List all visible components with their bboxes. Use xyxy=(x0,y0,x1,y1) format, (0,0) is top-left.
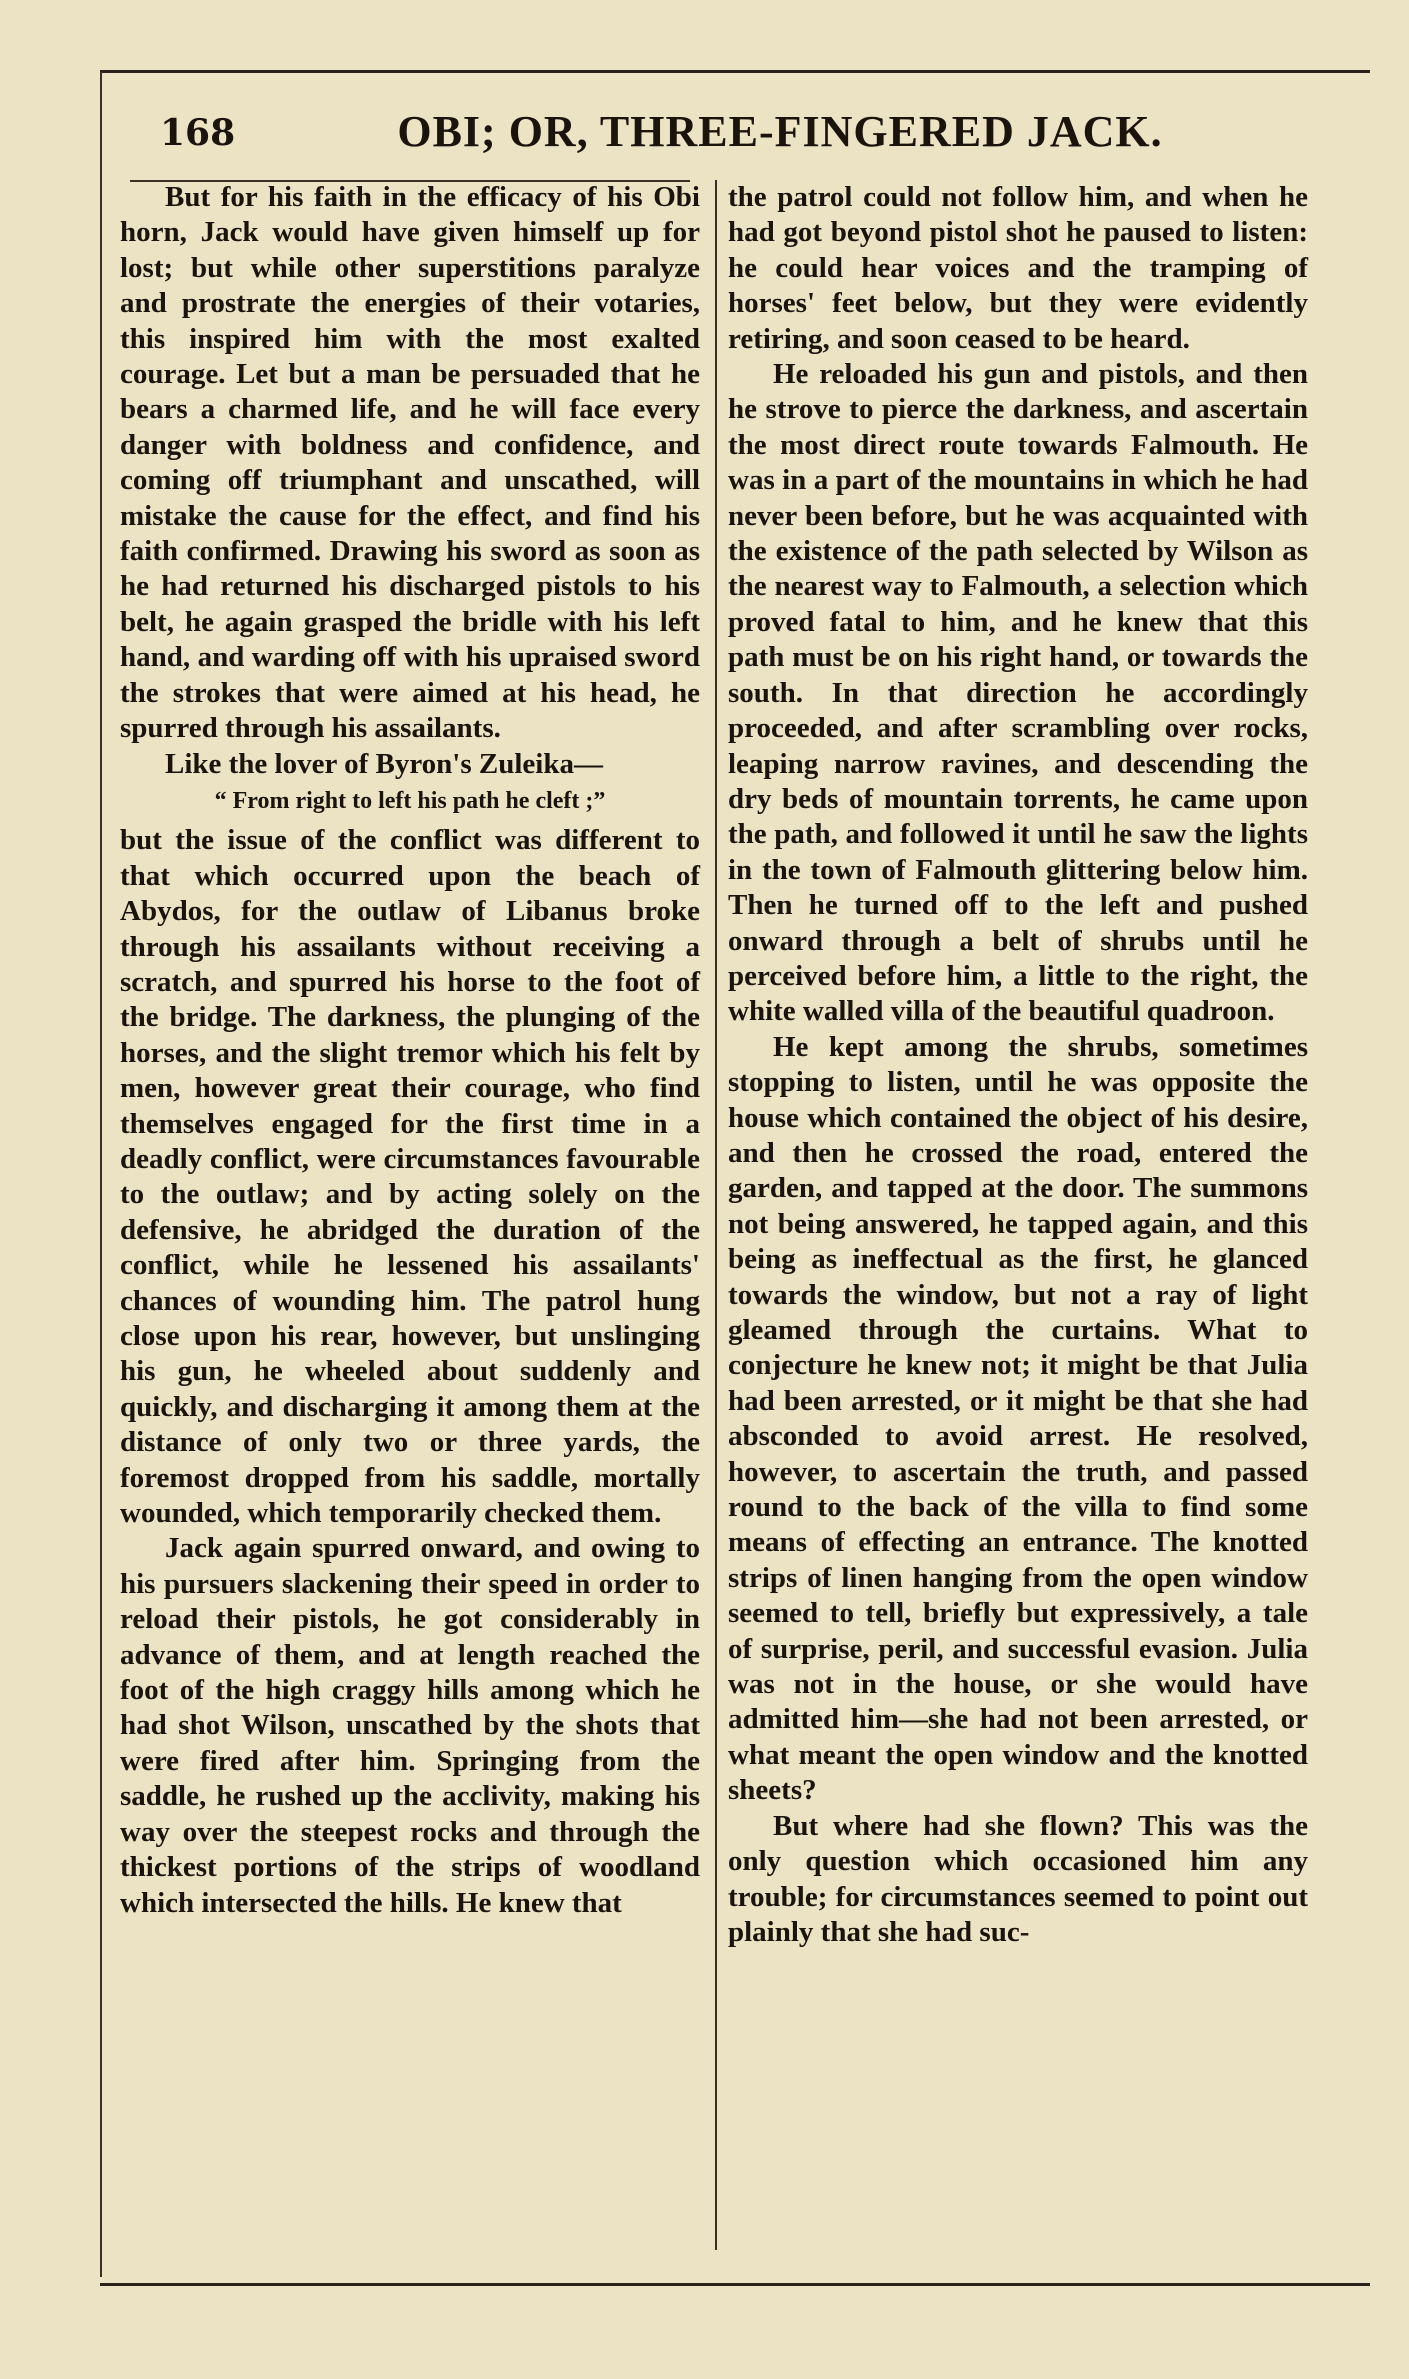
column-divider xyxy=(715,180,717,2250)
paragraph: Jack again spurred onward, and owing to his pursuers slackening their speed in order to reload their pistols, he got considerably in advance of them, and at length reached the foot of the high craggy hills among which he had shot Wilson, unscathed by the shots that were fired after him. Springing from the saddle, he rushed up the acclivity, making his way over the steepest rocks and through the thickest portions of the strips of woodland which intersected the hills. He knew that xyxy=(120,1532,700,1919)
paragraph: But where had she flown? This was the only question which occasioned him any trouble; for circumstances seemed to point out plainly that she had suc- xyxy=(728,1809,1308,1948)
page-number: 168 xyxy=(160,112,236,154)
paragraph: but the issue of the conflict was different to that which occurred upon the beach of Abydos, for the outlaw of Libanus broke through his assailants without receiving a scratch, and spurred his horse to the foot of the bridge. The darkness, the plunging of the horses, and the slight tremor which his felt by men, however great their courage, who find themselves engaged for the first time in a deadly conflict, were circumstances favourable to the outlaw; and by acting solely on the defensive, he abridged the duration of the conflict, while he lessened his assailants' chances of wounding him. The patrol hung close upon his rear, however, but unslinging his gun, he wheeled about suddenly and quickly, and discharging it among them at the distance of only two or three yards, the foremost dropped from his saddle, mortally wounded, which temporarily checked them. xyxy=(120,824,700,1530)
page-header xyxy=(160,100,1360,170)
paragraph: He kept among the shrubs, sometimes stopping to listen, until he was opposite the house which contained the object of his desire, and then he crossed the road, entered the garden, and tapped at the door. The summons not being answered, he tapped again, and this being as ineffectual as the first, he glanced towards the window, but not a ray of light gleamed through the curtains. What to conjecture he knew not; it might be that Julia had been arrested, or it might be that she had absconded to avoid arrest. He resolved, however, to ascertain the truth, and passed round to the back of the villa to find some means of effecting an entrance. The knotted strips of linen hanging from the open window seemed to tell, briefly but expressively, a tale of surprise, peril, and successful evasion. Julia was not in the house, or she would have admitted him—she had not been arrested, or what meant the open window and the knotted sheets? xyxy=(728,1030,1308,1807)
verse-quote: “ From right to left his path he cleft ;” xyxy=(214,787,606,814)
left-margin-rule xyxy=(100,72,102,2277)
right-column xyxy=(728,180,1308,1950)
running-title: OBI; OR, THREE-FINGERED JACK. xyxy=(397,107,1163,156)
paragraph: the patrol could not follow him, and when he had got beyond pistol shot he paused to listen: he could hear voices and the tramping of horses' feet below, but they were evidently retiring, and soon ceased to be heard. xyxy=(728,181,1308,355)
paragraph: He reloaded his gun and pistols, and then he strove to pierce the darkness, and ascertain the most direct route towards Falmouth. He was in a part of the mountains in which he had never been before, but he was acquainted with the existence of the path selected by Wilson as the nearest way to Falmouth, a selection which proved fatal to him, and he knew that this path must be on his right hand, or towards the south. In that direction he accordingly proceeded, and after scrambling over rocks, leaping narrow ravines, and descending the dry beds of mountain torrents, he came upon the path, and followed it until he saw the lights in the town of Falmouth glittering below him. Then he turned off to the left and pushed onward through a belt of shrubs until he perceived before him, a little to the right, the white walled villa of the beautiful quadroon. xyxy=(728,358,1308,1028)
left-column xyxy=(120,180,700,1921)
paragraph: Like the lover of Byron's Zuleika— xyxy=(165,747,603,780)
paragraph: But for his faith in the efficacy of his Obi horn, Jack would have given himself up for lost; but while other superstitions paralyze and prostrate the energies of their votaries, this inspired him with the most exalted courage. Let but a man be persuaded that he bears a charmed life, and he will face every danger with boldness and confidence, and coming off triumphant and unscathed, will mistake the cause for the effect, and find his faith confirmed. Drawing his sword as soon as he had returned his discharged pistols to his belt, he again grasped the bridle with his left hand, and warding off with his upraised sword the strokes that were aimed at his head, he spurred through his assailants. xyxy=(120,181,700,745)
